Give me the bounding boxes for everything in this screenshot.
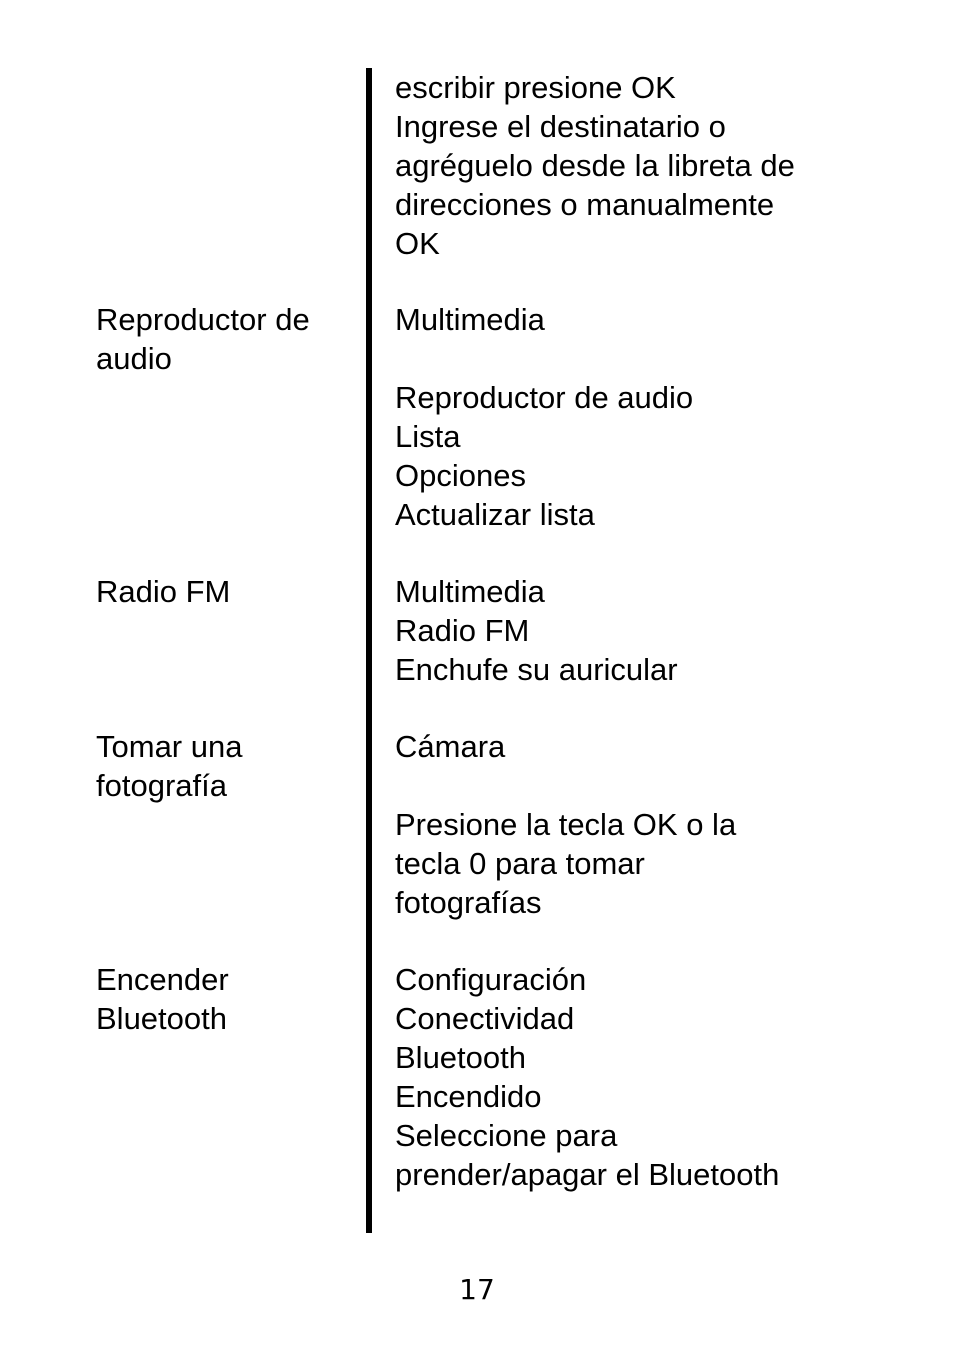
step-line: Radio FM [395, 613, 530, 648]
step-line: Encendido [395, 1079, 542, 1114]
steps-column-continuation [395, 68, 895, 263]
feature-label-take-photo: Tomar una fotografía [96, 729, 243, 803]
step-line: Ingrese el destinatario o [395, 109, 726, 144]
steps-column-take-photo [395, 727, 895, 922]
step-line: Actualizar lista [395, 497, 595, 532]
step-line: Lista [395, 419, 461, 454]
step-gap [395, 766, 895, 805]
step-line: Multimedia [395, 302, 545, 337]
steps-column-audio-player [395, 300, 895, 534]
step-line: tecla 0 para tomar [395, 846, 645, 881]
step-line: escribir presione OK [395, 70, 676, 105]
steps-column-fm-radio [395, 572, 895, 689]
column-divider [366, 68, 372, 1233]
step-line: direcciones o manualmente [395, 187, 775, 222]
feature-label-bluetooth: Encender Bluetooth [96, 962, 229, 1036]
step-line: Enchufe su auricular [395, 652, 678, 687]
step-line: OK [395, 226, 440, 261]
steps-column-bluetooth [395, 960, 895, 1194]
feature-label-audio-player: Reproductor de audio [96, 302, 310, 376]
step-line: Multimedia [395, 574, 545, 609]
step-line: Cámara [395, 729, 506, 764]
feature-label-fm-radio: Radio FM [96, 574, 231, 609]
step-line: Configuración [395, 962, 587, 997]
step-line: fotografías [395, 885, 542, 920]
step-line: Presione la tecla OK o la [395, 807, 737, 842]
step-line: prender/apagar el Bluetooth [395, 1157, 780, 1192]
step-line: agréguelo desde la libreta de [395, 148, 795, 183]
page-number: 17 [459, 1273, 495, 1306]
step-gap [395, 339, 895, 378]
step-line: Bluetooth [395, 1040, 526, 1075]
step-line: Seleccione para [395, 1118, 618, 1153]
step-line: Reproductor de audio [395, 380, 694, 415]
step-line: Conectividad [395, 1001, 575, 1036]
step-line: Opciones [395, 458, 526, 493]
